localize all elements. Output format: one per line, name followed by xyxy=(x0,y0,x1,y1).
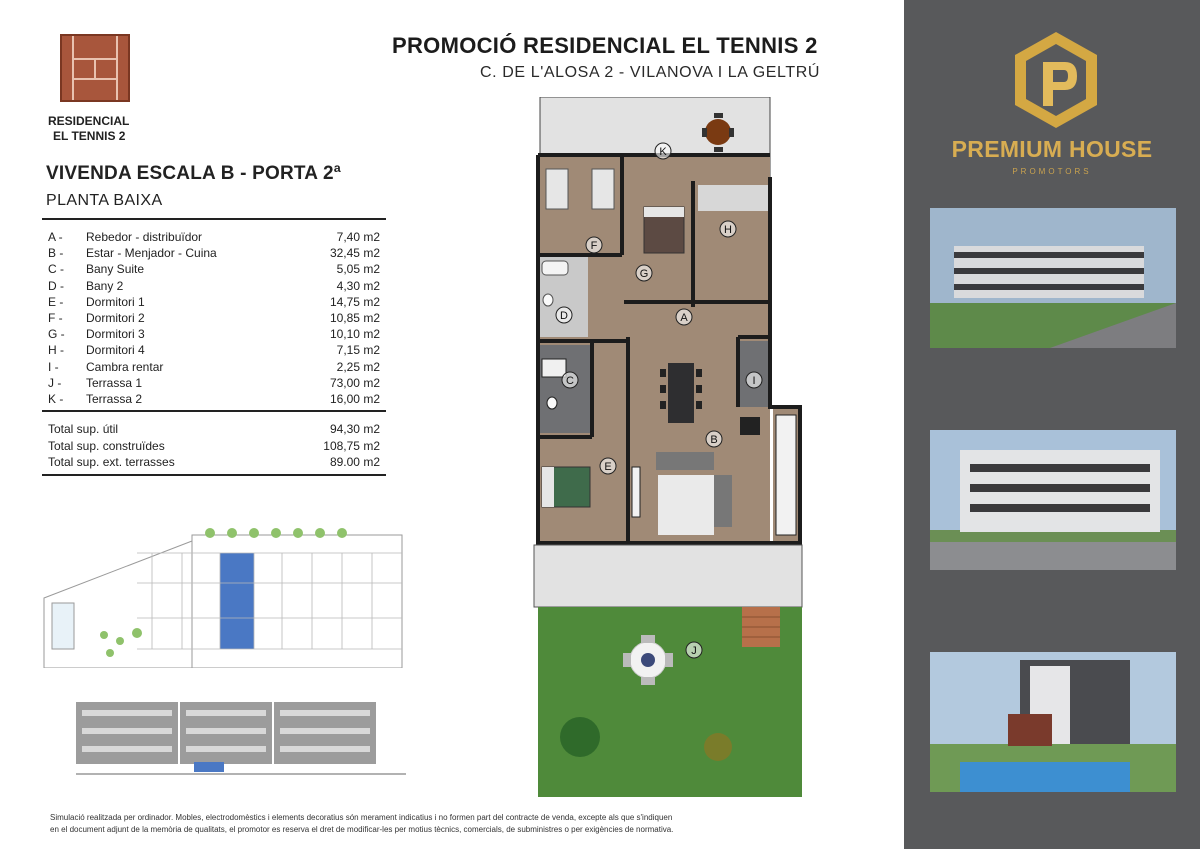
room-code: G - xyxy=(48,327,65,342)
room-label-d xyxy=(556,307,572,323)
total-row xyxy=(48,454,380,471)
total-row xyxy=(48,421,380,438)
room-area: 14,75 m2 xyxy=(329,294,380,309)
room-area: 7,15 m2 xyxy=(336,343,380,358)
shrub-icon xyxy=(560,717,600,757)
room-row xyxy=(48,294,380,310)
shrub-icon xyxy=(704,733,732,761)
kitchen-counter-icon xyxy=(776,415,796,535)
building-elevation-diagram xyxy=(76,684,406,780)
room-code: F - xyxy=(48,311,63,326)
totals-table xyxy=(48,421,380,471)
room-name: Terrassa 2 xyxy=(86,391,143,406)
room-name: Dormitori 2 xyxy=(86,311,145,326)
total-area: 108,75 m2 xyxy=(323,438,380,453)
room-row xyxy=(48,245,380,261)
room-area: 10,10 m2 xyxy=(329,327,380,342)
hexagon-p-logo xyxy=(1013,30,1099,130)
room-code: C - xyxy=(48,262,64,277)
svg-text:E: E xyxy=(604,461,612,473)
room-area: 16,00 m2 xyxy=(329,391,380,406)
divider xyxy=(42,474,386,476)
room-name: Bany Suite xyxy=(86,262,145,277)
room-label-g xyxy=(636,265,652,281)
room-label-i xyxy=(746,372,762,388)
site-plan-diagram xyxy=(42,523,404,668)
room-row xyxy=(48,342,380,358)
room-label-b xyxy=(706,431,722,447)
room-name: Terrassa 1 xyxy=(86,375,143,390)
svg-text:I: I xyxy=(752,375,756,387)
bed-icon xyxy=(542,467,590,507)
svg-text:G: G xyxy=(639,268,649,280)
developer-name: PREMIUM HOUSE xyxy=(951,136,1153,162)
building-render-image xyxy=(930,430,1176,570)
room-area: 32,45 m2 xyxy=(329,246,380,261)
room-label-e xyxy=(600,458,616,474)
room-code: K - xyxy=(48,391,64,406)
room-code: A - xyxy=(48,230,63,245)
room-row xyxy=(48,261,380,277)
sofa-icon xyxy=(656,452,714,470)
developer-panel xyxy=(904,0,1200,849)
room-row xyxy=(48,229,380,245)
brand-name: RESIDENCIAL EL TENNIS 2 xyxy=(48,114,130,143)
room-area: 5,05 m2 xyxy=(336,262,380,277)
building-render-image xyxy=(930,652,1176,792)
room-row xyxy=(48,359,380,375)
room-label-h xyxy=(720,221,736,237)
promotion-title: PROMOCIÓ RESIDENCIAL EL TENNIS 2 xyxy=(392,33,818,58)
armchair-icon xyxy=(714,475,732,527)
svg-text:B: B xyxy=(710,434,718,446)
bed-icon xyxy=(644,207,684,253)
bathtub-icon xyxy=(542,261,568,275)
highlighted-unit xyxy=(220,553,254,649)
disclaimer: Simulació realitzada per ordinador. Mobles, electrodomèstics i elements decoratius són merament indicatius i no formen part del contracte de venda, excepte als que s'indiquen en el document adjunt de la memòria de qualitats, el promotor es reserva el dret de modificar-les per motius tècnics, comercials, de subministres o per exigències de normativa. xyxy=(50,813,674,834)
room-area: 7,40 m2 xyxy=(336,230,380,245)
room-code: J - xyxy=(48,375,62,390)
room-schedule-table xyxy=(48,229,380,407)
room-name: Dormitori 4 xyxy=(86,343,145,358)
room-row xyxy=(48,326,380,342)
room-label-a xyxy=(676,309,692,325)
tennis-court-icon xyxy=(60,34,130,102)
toilet-icon xyxy=(543,294,553,306)
cooktop-icon xyxy=(740,417,760,435)
room-name: Dormitori 1 xyxy=(86,294,145,309)
room-code: I - xyxy=(48,359,59,374)
total-label: Total sup. ext. terrasses xyxy=(48,455,175,470)
floor-plan xyxy=(528,97,808,797)
total-row xyxy=(48,438,380,455)
total-label: Total sup. útil xyxy=(48,422,119,437)
building-render-image xyxy=(930,208,1176,348)
room-name: Rebedor - distribuïdor xyxy=(86,230,203,245)
promotion-address: C. DE L'ALOSA 2 - VILANOVA I LA GELTRÚ xyxy=(480,64,821,81)
room-name: Dormitori 3 xyxy=(86,327,145,342)
room-area: 4,30 m2 xyxy=(336,278,380,293)
rug-icon xyxy=(658,475,714,535)
developer-subtitle: PROMOTORS xyxy=(1012,167,1092,176)
room-row xyxy=(48,278,380,294)
unit-title: VIVENDA ESCALA B - PORTA 2ª xyxy=(46,163,341,184)
svg-text:F: F xyxy=(590,240,598,252)
toilet-icon xyxy=(547,397,557,409)
highlighted-unit xyxy=(194,762,224,772)
room-label-f xyxy=(586,237,602,253)
room-row xyxy=(48,391,380,407)
svg-text:K: K xyxy=(659,146,667,158)
total-area: 94,30 m2 xyxy=(329,422,380,437)
room-label-c xyxy=(562,372,578,388)
divider xyxy=(42,218,386,220)
room-area: 10,85 m2 xyxy=(329,311,380,326)
unit-floor: PLANTA BAIXA xyxy=(46,192,163,209)
svg-text:D: D xyxy=(560,310,568,322)
room-row xyxy=(48,375,380,391)
room-code: B - xyxy=(48,246,64,261)
room-area: 2,25 m2 xyxy=(336,359,380,374)
wardrobe-icon xyxy=(632,467,640,517)
shower-icon xyxy=(542,359,566,377)
total-area: 89.00 m2 xyxy=(329,455,380,470)
room-code: E - xyxy=(48,294,64,309)
total-label: Total sup. construïdes xyxy=(48,438,165,453)
room-code: D - xyxy=(48,278,64,293)
svg-text:C: C xyxy=(566,375,574,387)
divider xyxy=(42,410,386,412)
room-name: Cambra rentar xyxy=(86,359,164,374)
room-row xyxy=(48,310,380,326)
room-name: Bany 2 xyxy=(86,278,124,293)
room-code: H - xyxy=(48,343,64,358)
svg-text:A: A xyxy=(680,312,688,324)
svg-text:H: H xyxy=(724,224,732,236)
room-area: 73,00 m2 xyxy=(329,375,380,390)
room-label-j xyxy=(686,642,702,658)
room-name: Estar - Menjador - Cuina xyxy=(86,246,217,261)
svg-text:J: J xyxy=(691,645,697,657)
wood-deck-icon xyxy=(742,607,780,647)
room-label-k xyxy=(655,143,671,159)
